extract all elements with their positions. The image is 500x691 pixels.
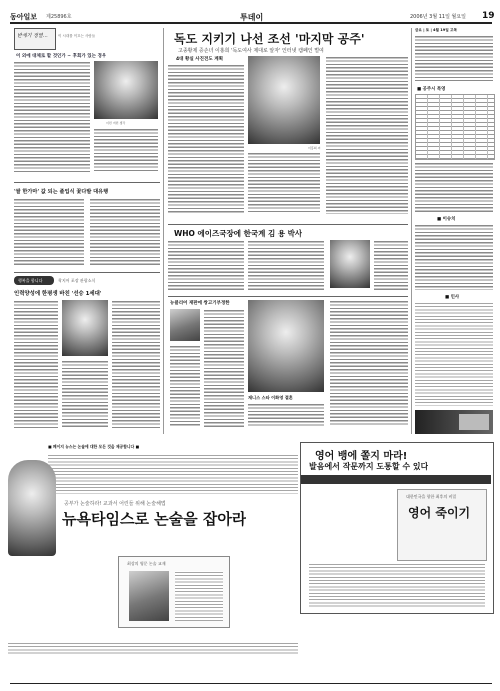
book-caption: 대한민국을 향한 최후의 비밀: [406, 494, 457, 499]
main-body-3: [326, 56, 408, 214]
who-body-1: [168, 240, 244, 292]
issue-number: 제25896호: [46, 14, 72, 20]
market-table: [415, 94, 495, 160]
promo-list: [48, 454, 298, 494]
ad-headline: 뉴욕타임스로 논술을 잡아라: [62, 510, 247, 528]
small-photo: [170, 309, 200, 341]
left-bottom-body-2: [62, 360, 108, 428]
ad-eyebrow: 공부가 논술하라! 교과서 어린들 위해 논술해법: [64, 501, 166, 507]
wedding-body-3: [330, 300, 408, 427]
people-body: [415, 224, 493, 290]
left-bottom-story: [14, 276, 160, 431]
right-body-1: [415, 162, 493, 212]
promo-line: ■ 페이지 뉴스는 논술에 대한 모든 것을 제공합니다 ■: [48, 444, 140, 449]
doctor-photo: [330, 240, 370, 288]
wedding-body-1: [204, 309, 244, 427]
list-title: ■ 공주시 복영: [417, 87, 446, 92]
left-bottom-headline: 인력양성에 한평생 바친 '선승 1세대': [14, 291, 102, 297]
main-column-head: 4대 황실 사진전도 계획: [176, 57, 223, 62]
column-badge-2: [14, 276, 54, 285]
right-ad: [415, 410, 493, 434]
ad-book-desc: [175, 571, 223, 621]
divider: [14, 182, 160, 183]
divider: [14, 272, 160, 273]
issue-date: 2006년 3월 11일 월요일: [410, 14, 467, 20]
left-mid-headline: '쌀 한가마' 값 되는 졸업식 꽃다발 대유행: [14, 189, 109, 195]
left-top-body-2: [94, 128, 158, 173]
wedding-label: 뉴클리어 재판에 쌍고기부정한: [170, 301, 230, 306]
english-ad-title: 영어 뱅에 쫄지 마라!: [315, 451, 408, 462]
ad-book-label: 최상의 영문 논술 교재: [127, 561, 166, 566]
left-mid-body-2: [90, 198, 160, 266]
princess-photo-caption: 이홍희 씨: [308, 146, 321, 150]
column-badge: [14, 28, 56, 50]
english-ad-book: [397, 489, 487, 561]
main-subheadline: 고종황제 증손녀 이홍희 '독도여사 제대로 알자' 인터넷 캠페인 벌여: [178, 48, 324, 54]
student-photo: [8, 460, 56, 556]
wedding-photo-caption: 재니스 스타 이화영 결혼: [248, 395, 293, 400]
masthead-rule: [10, 22, 492, 24]
section-title: 투데이: [240, 13, 264, 22]
divider: [168, 224, 408, 225]
left-top-story: [14, 28, 160, 178]
divider: [168, 296, 408, 297]
column-badge-2-sub: 착지어 포장 관광소식: [58, 278, 96, 283]
column-badge-2-title: 행복을 합니다: [18, 278, 43, 283]
wedding-photo: [248, 300, 324, 392]
monk-photo: [62, 300, 108, 356]
english-ad-body: [309, 563, 485, 609]
left-mid-story: [14, 188, 160, 268]
right-ad-graphic: [459, 414, 489, 430]
weather-title: 금요 | 토 | 4월 19일 고목: [415, 28, 457, 32]
masthead: [10, 11, 495, 22]
english-ad: [300, 442, 494, 614]
left-top-headline: 이 외에 대체로 할 것인가 ~ 후회가 있는 경우: [16, 54, 107, 59]
main-body-1: [168, 64, 244, 214]
person-photo-caption: 이런 저런 생각: [106, 121, 126, 125]
english-ad-subtitle: 발음에서 작문까지 도통할 수 있다: [309, 462, 429, 471]
column-rule: [411, 28, 412, 434]
box-title: ■ 인사: [445, 295, 460, 300]
wedding-story: [168, 300, 408, 432]
weather-body: [415, 35, 493, 81]
main-body-2: [248, 152, 320, 214]
bottom-ad: [8, 442, 298, 682]
main-headline: 독도 지키기 나선 조선 '마지막 공주': [174, 32, 365, 46]
ad-book-box: [118, 556, 230, 628]
left-bottom-body-1: [14, 300, 58, 428]
left-mid-body-1: [14, 198, 84, 266]
wedding-body-0: [170, 345, 200, 427]
paper-name: 동아일보: [10, 13, 38, 21]
person-photo: [94, 61, 158, 119]
english-ad-strip: [301, 475, 491, 484]
left-top-body: [14, 61, 90, 173]
right-column: [415, 28, 493, 434]
column-badge-sub: 이 시대를 이끄는 사람들: [58, 34, 96, 38]
book-title: 영어 죽이기: [408, 506, 471, 520]
wedding-body-2: [248, 403, 324, 427]
who-body-2: [248, 240, 324, 292]
who-headline: WHO 에이즈국장에 한국계 김 용 박사: [174, 229, 303, 238]
main-story: [168, 30, 408, 220]
ad-book-cover: [129, 571, 169, 621]
appointments-body: [415, 302, 493, 406]
page-number: 19: [482, 11, 495, 21]
who-body-3: [374, 240, 408, 292]
who-story: [168, 228, 408, 292]
footer-rule: [10, 683, 492, 684]
people-title: ■ 이슈치: [437, 217, 456, 222]
princess-photo: [248, 56, 320, 144]
column-rule: [163, 28, 164, 434]
ad-fine-print: [8, 642, 298, 656]
left-bottom-body-3: [112, 300, 160, 428]
column-badge-title: 반세기 정열…: [17, 33, 48, 39]
